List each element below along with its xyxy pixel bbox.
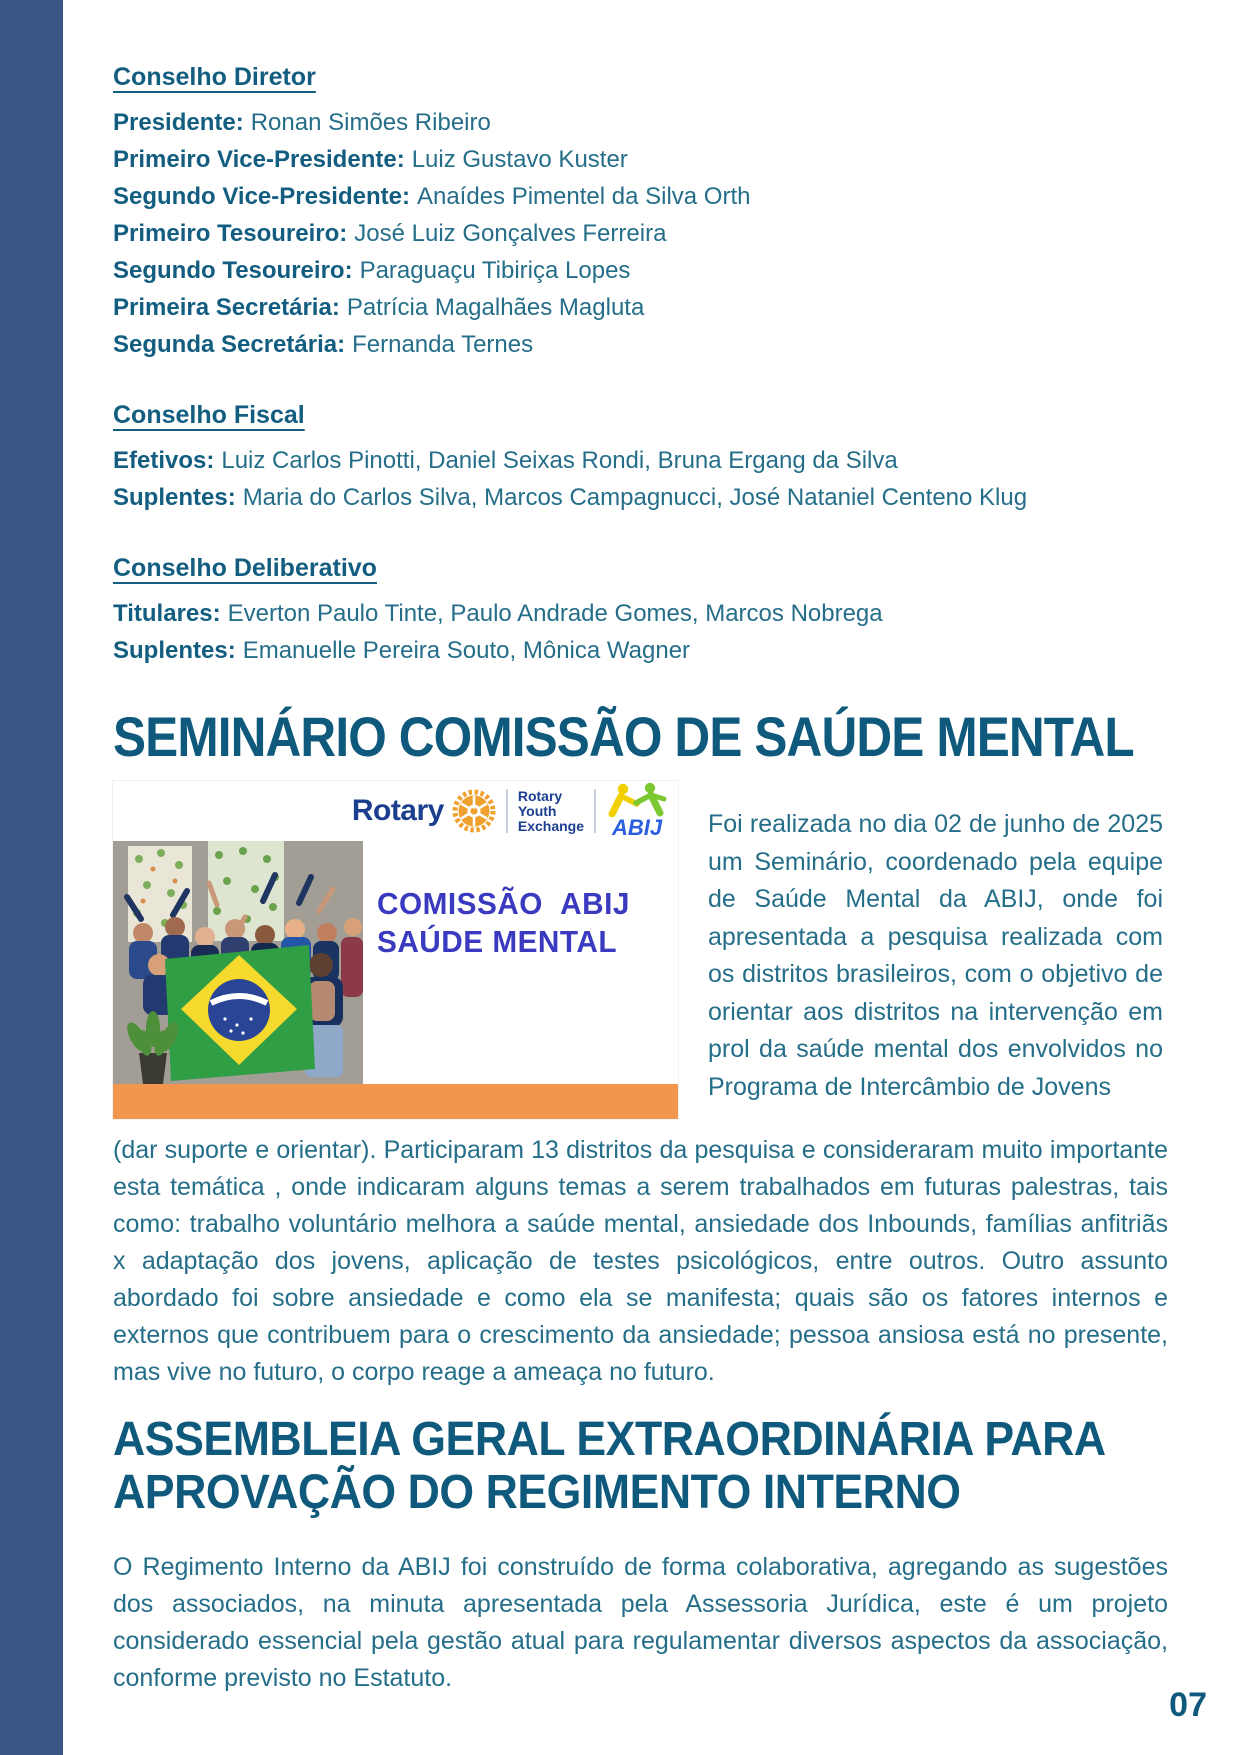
member-role-label: Suplentes: — [113, 637, 236, 664]
figure-main — [113, 841, 678, 1084]
assembly-headline — [113, 1413, 1106, 1519]
council-member-row — [113, 141, 1170, 178]
member-name: Paraguaçu Tibiriça Lopes — [359, 257, 631, 284]
rotary-wheel-icon — [452, 789, 496, 833]
member-role-label: Titulares: — [113, 600, 221, 627]
left-accent-bar — [0, 0, 63, 1755]
caption-line-2: SAÚDE MENTAL — [377, 924, 617, 959]
member-name: Emanuelle Pereira Souto, Mônica Wagner — [242, 637, 691, 664]
member-name: Fernanda Ternes — [352, 331, 534, 358]
logo-divider — [506, 789, 508, 833]
council-section-deliberativo — [113, 553, 1170, 669]
page-number: 07 — [1169, 1686, 1207, 1724]
assembly-headline-line-2: APROVAÇÃO DO REGIMENTO INTERNO — [113, 1466, 961, 1519]
logo-band — [113, 781, 678, 841]
member-role-label: Segundo Vice-Presidente: — [113, 183, 410, 210]
council-member-row — [113, 326, 1170, 363]
council-member-row — [113, 104, 1170, 141]
member-name: Luiz Carlos Pinotti, Daniel Seixas Rondi, Bruna Ergang da Silva — [221, 447, 898, 474]
caption-line-1: COMISSÃO ABIJ — [377, 886, 630, 921]
council-section-fiscal — [113, 400, 1170, 516]
orange-footer-bar — [113, 1084, 678, 1119]
member-name: Patrícia Magalhães Magluta — [346, 294, 645, 321]
member-role-label: Primeiro Vice-Presidente: — [113, 146, 405, 173]
council-title: Conselho Deliberativo — [113, 554, 377, 582]
rye-line: Youth — [517, 802, 557, 819]
assembly-headline-line-1: ASSEMBLEIA GERAL EXTRAORDINÁRIA PARA — [113, 1413, 1106, 1466]
rye-line: Exchange — [517, 817, 584, 834]
council-member-row — [113, 632, 1170, 669]
seminar-headline: SEMINÁRIO COMISSÃO DE SAÚDE MENTAL — [113, 705, 1134, 768]
member-role-label: Primeira Secretária: — [113, 294, 340, 321]
member-name: Maria do Carlos Silva, Marcos Campagnucci, José Nataniel Centeno Klug — [242, 484, 1028, 511]
member-role-label: Suplentes: — [113, 484, 236, 511]
rye-line: Rotary — [517, 787, 563, 804]
council-member-row — [113, 595, 1170, 632]
council-member-row — [113, 289, 1170, 326]
caption-area — [363, 841, 678, 1084]
rotary-youth-exchange-logo — [518, 789, 584, 834]
seminar-figure — [113, 781, 678, 1119]
abij-label: ABIJ — [611, 815, 663, 840]
council-title: Conselho Diretor — [113, 63, 316, 91]
member-role-label: Segundo Tesoureiro: — [113, 257, 353, 284]
seminar-row — [113, 781, 1170, 1119]
council-member-row — [113, 442, 1170, 479]
page-content — [113, 0, 1170, 1697]
council-member-row — [113, 252, 1170, 289]
council-section-diretor — [113, 62, 1170, 363]
assembly-paragraph: O Regimento Interno da ABIJ foi construído de forma colaborativa, agregando as sugestões dos associados, na minuta apresentada pela Assessoria Jurídica, este é um projeto considerado essencial pela gestão atual para regulamentar diversos aspectos da associação, conforme previsto no Estatuto. — [113, 1553, 1168, 1692]
member-role-label: Efetivos: — [113, 447, 215, 474]
abij-logo — [606, 783, 668, 839]
council-member-row — [113, 178, 1170, 215]
member-role-label: Presidente: — [113, 109, 244, 136]
member-role-label: Primeiro Tesoureiro: — [113, 220, 348, 247]
council-title: Conselho Fiscal — [113, 401, 305, 429]
seminar-paragraph-column: Foi realizada no dia 02 de junho de 2025 um Seminário, coordenado pela equipe de Saúde Mental da ABIJ, onde foi apresentada a pesquisa realizada com os distritos brasileiros, com o objetivo de orientar aos distritos na intervenção em prol da saúde mental dos envolvidos no Programa de Intercâmbio de Jovens — [708, 810, 1163, 1101]
member-name: Anaídes Pimentel da Silva Orth — [416, 183, 751, 210]
seminar-paragraph-continuation: (dar suporte e orientar). Participaram 13 distritos da pesquisa e consideraram muito importante esta temática , onde indicaram alguns temas a serem trabalhados em futuras palestras, tais como: trabalho voluntário melhora a saúde mental, ansiedade dos Inbounds, famílias anfitriãs x adaptação dos jovens, aplicação de testes psicológicos, entre outros. Outro assunto abordado foi sobre ansiedade e como ela se manifesta; quais são os fatores internos e externos que contribuem para o crescimento da ansiedade; pessoa ansiosa está no presente, mas vive no futuro, o corpo reage a ameaça no futuro. — [113, 1136, 1168, 1386]
rotary-wordmark: Rotary — [351, 794, 444, 827]
member-name: Everton Paulo Tinte, Paulo Andrade Gomes, Marcos Nobrega — [227, 600, 883, 627]
logo-divider — [594, 789, 596, 833]
abij-figures-icon — [606, 783, 668, 817]
member-name: Luiz Gustavo Kuster — [411, 146, 628, 173]
group-photo — [113, 841, 363, 1084]
member-name: Ronan Simões Ribeiro — [250, 109, 491, 136]
council-member-row — [113, 479, 1170, 516]
member-name: José Luiz Gonçalves Ferreira — [354, 220, 667, 247]
member-role-label: Segunda Secretária: — [113, 331, 346, 358]
council-member-row — [113, 215, 1170, 252]
